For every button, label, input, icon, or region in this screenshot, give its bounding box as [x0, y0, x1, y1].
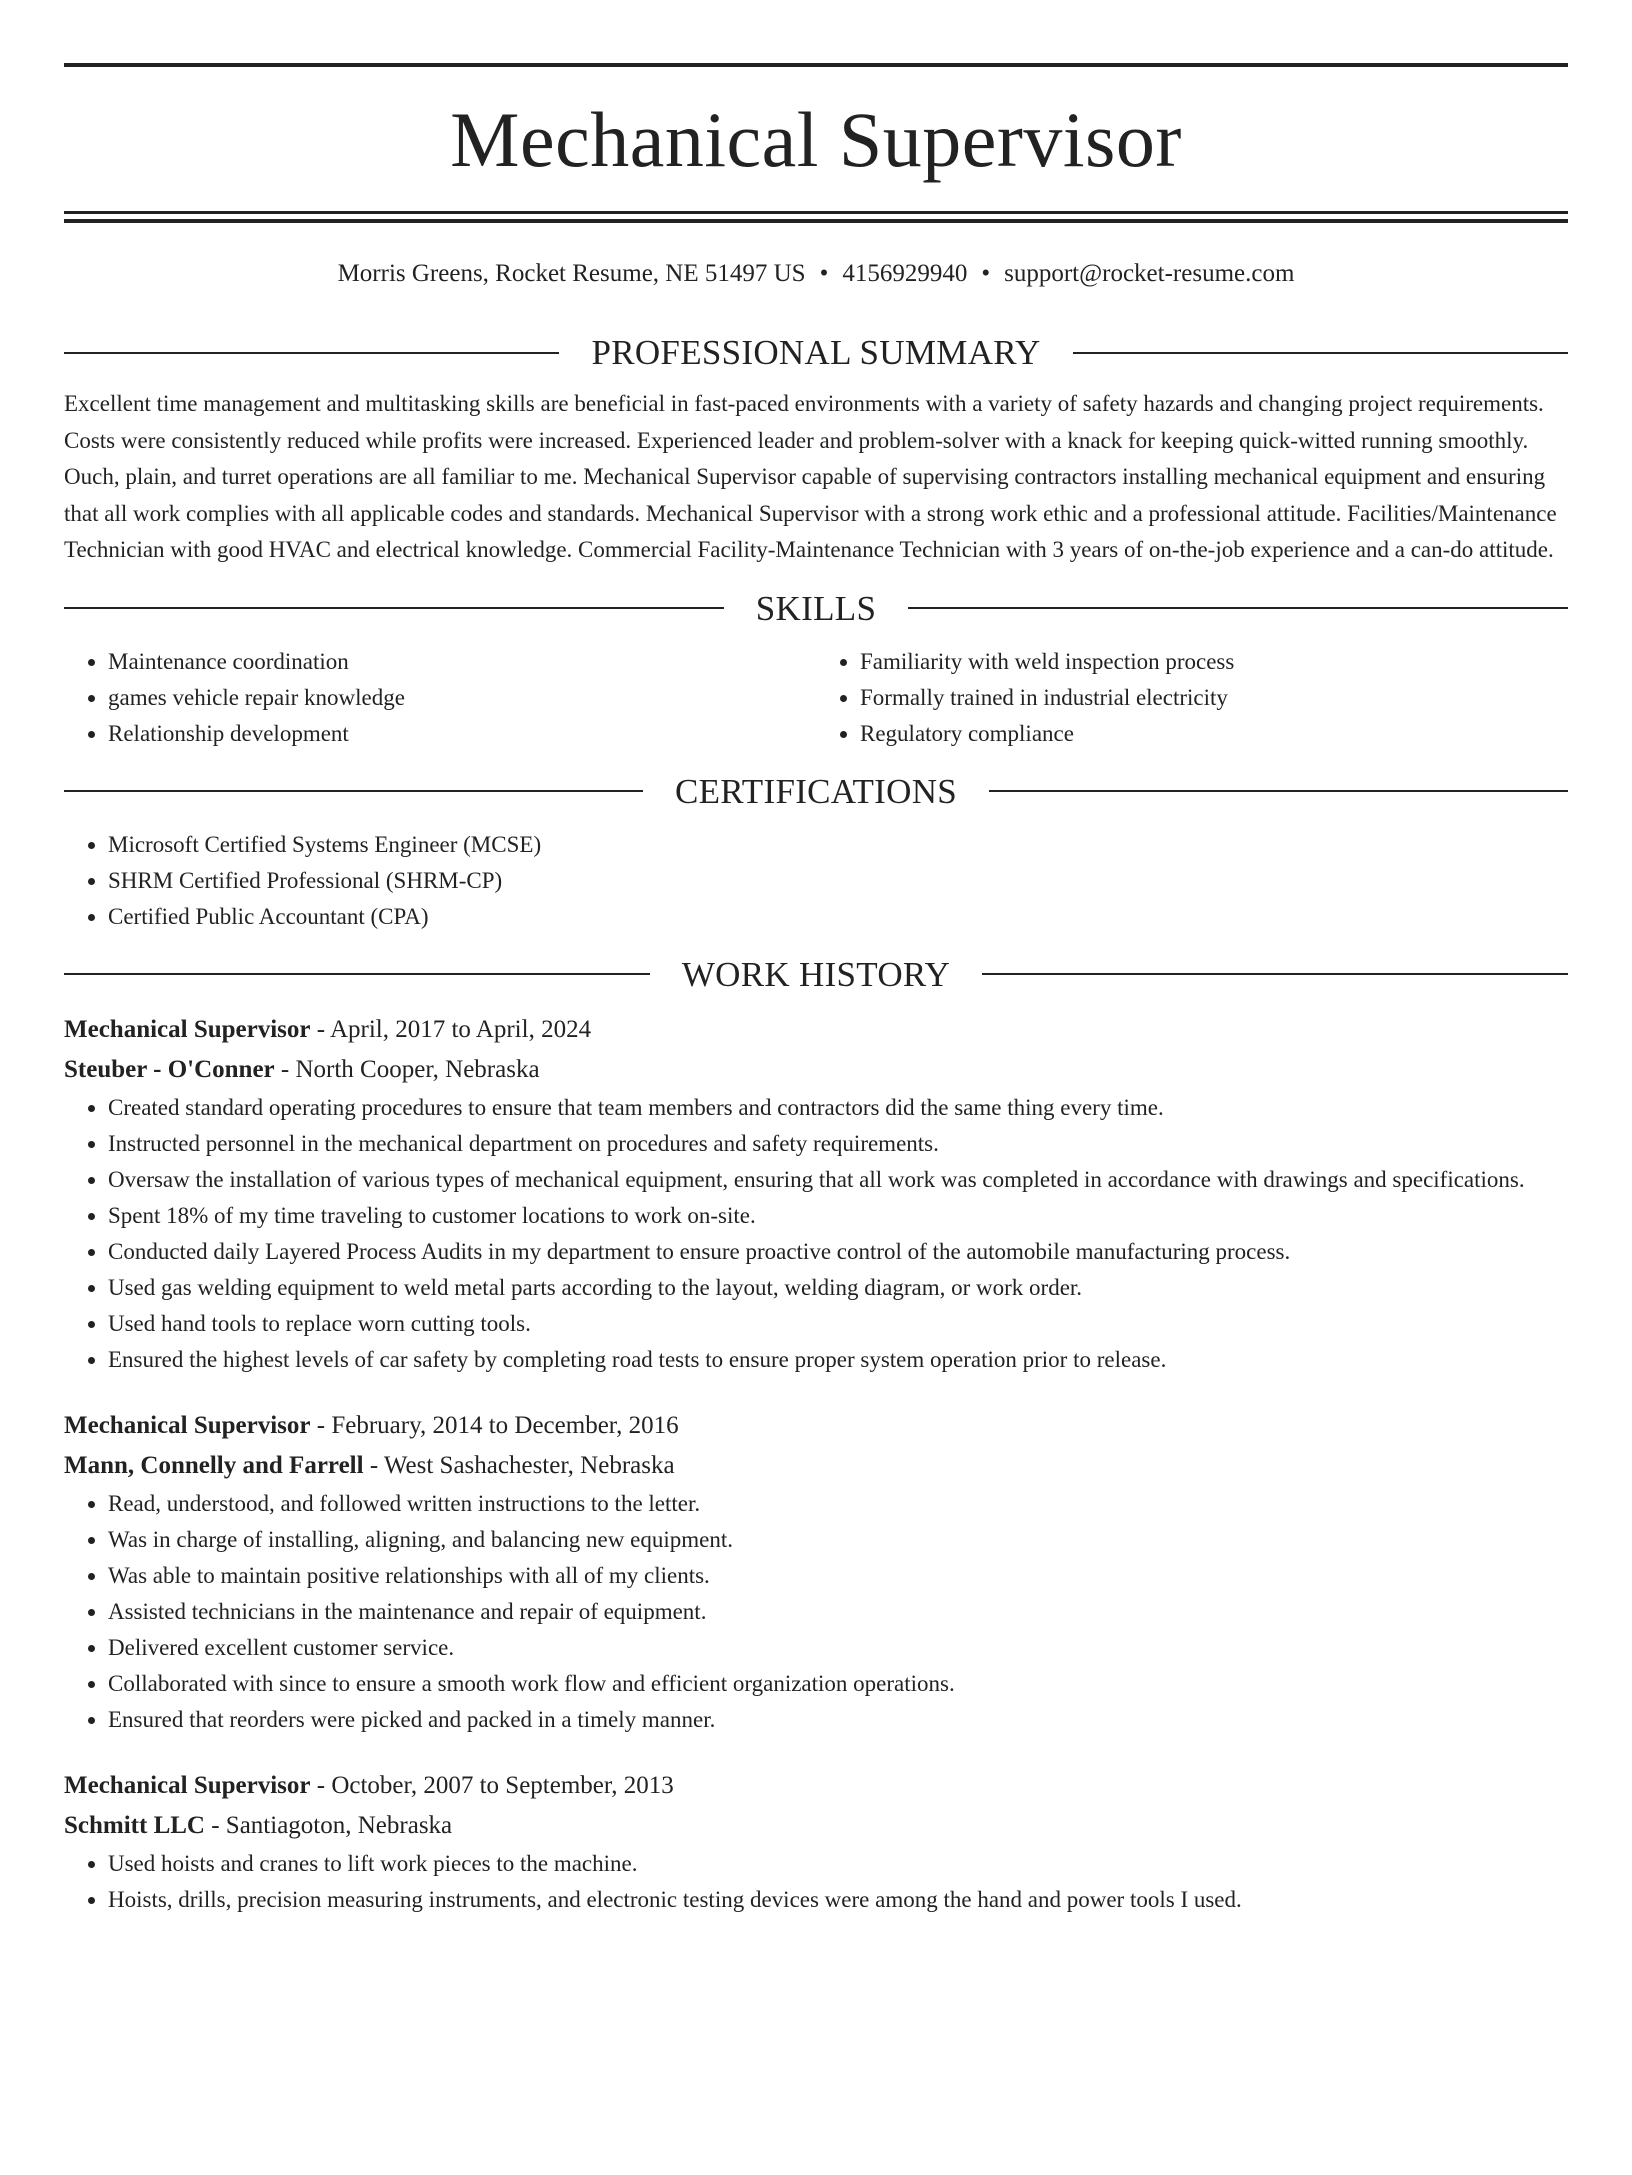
heading-rule-right [908, 607, 1568, 609]
certifications-list [64, 827, 1568, 935]
skills-title: SKILLS [755, 588, 877, 628]
job-bullet: • Was in charge of installing, aligning, and balancing new equipment. [108, 1522, 1568, 1558]
certification-item: • SHRM Certified Professional (SHRM-CP) [108, 863, 1568, 899]
summary-section-heading [64, 335, 1568, 370]
job-bullet: • Read, understood, and followed written instructions to the letter. [108, 1486, 1568, 1522]
job-bullet: • Conducted daily Layered Process Audits in my department to ensure proactive control of the automobile manufacturing process. [108, 1234, 1568, 1270]
skills-list-right [816, 644, 1568, 752]
contact-separator: • [981, 260, 991, 287]
certifications-section-heading [64, 771, 1568, 811]
heading-rule-left [64, 352, 559, 354]
job-bullet: • Hoists, drills, precision measuring instruments, and electronic testing devices were among the hand and power tools I used. [108, 1882, 1568, 1918]
job-role: Mechanical Supervisor [64, 1771, 311, 1799]
job-company-line [64, 1050, 1568, 1090]
job-location: - West Sashachester, Nebraska [363, 1451, 675, 1479]
job-company: Schmitt LLC [64, 1811, 205, 1839]
heading-rule-left [64, 607, 724, 609]
summary-title: PROFESSIONAL SUMMARY [591, 333, 1041, 372]
job-entry [64, 1010, 1568, 1378]
job-bullet: • Spent 18% of my time traveling to customer locations to work on-site. [108, 1198, 1568, 1234]
job-location: - Santiagoton, Nebraska [204, 1811, 453, 1839]
job-bullet: • Used hoists and cranes to lift work pieces to the machine. [108, 1846, 1568, 1882]
contact-address: Morris Greens, Rocket Resume, NE 51497 US [337, 260, 806, 287]
heading-rule-right [989, 790, 1568, 792]
job-entry [64, 1406, 1568, 1738]
contact-line [64, 259, 1568, 289]
skill-item: • Relationship development [108, 716, 816, 752]
certification-item: • Microsoft Certified Systems Engineer (MCSE) [108, 827, 1568, 863]
certification-item: • Certified Public Accountant (CPA) [108, 899, 1568, 935]
job-bullets [64, 1486, 1568, 1738]
heading-rule-right [982, 973, 1568, 975]
job-bullet: • Collaborated with since to ensure a smooth work flow and efficient organization operations. [108, 1666, 1568, 1702]
job-dates: - April, 2017 to April, 2024 [310, 1015, 592, 1043]
work-section-heading [64, 954, 1568, 994]
job-bullet: • Oversaw the installation of various types of mechanical equipment, ensuring that all work was completed in accordance with drawings and specifications. [108, 1162, 1568, 1198]
skill-item: • Maintenance coordination [108, 644, 816, 680]
job-company: Steuber - O'Conner [64, 1055, 275, 1083]
job-bullet: • Assisted technicians in the maintenance and repair of equipment. [108, 1594, 1568, 1630]
contact-email: support@rocket-resume.com [1004, 260, 1295, 287]
header-top-rule [64, 63, 1568, 67]
contact-separator: • [819, 260, 829, 287]
candidate-name: Mechanical Supervisor [450, 96, 1182, 183]
job-location: - North Cooper, Nebraska [274, 1055, 540, 1083]
job-role: Mechanical Supervisor [64, 1411, 311, 1439]
job-role: Mechanical Supervisor [64, 1015, 311, 1043]
job-dates: - February, 2014 to December, 2016 [310, 1411, 679, 1439]
heading-rule-right [1073, 352, 1568, 354]
job-bullets [64, 1090, 1568, 1378]
job-entry [64, 1766, 1568, 1918]
job-bullet: • Ensured the highest levels of car safety by completing road tests to ensure proper system operation prior to release. [108, 1342, 1568, 1378]
work-title: WORK HISTORY [681, 954, 951, 994]
skill-item: • games vehicle repair knowledge [108, 680, 816, 716]
skill-item: • Regulatory compliance [860, 716, 1568, 752]
resume-page [0, 63, 1632, 2175]
header-double-rule [64, 211, 1568, 223]
job-company-line [64, 1446, 1568, 1486]
skill-item: • Formally trained in industrial electricity [860, 680, 1568, 716]
job-bullet: • Ensured that reorders were picked and packed in a timely manner. [108, 1702, 1568, 1738]
job-company-line [64, 1806, 1568, 1846]
skill-item: • Familiarity with weld inspection process [860, 644, 1568, 680]
job-title-line [64, 1406, 1568, 1446]
heading-rule-left [64, 790, 643, 792]
job-company: Mann, Connelly and Farrell [64, 1451, 364, 1479]
skills-section-heading [64, 588, 1568, 628]
contact-phone: 4156929940 [842, 260, 968, 287]
job-bullet: • Instructed personnel in the mechanical department on procedures and safety requirements. [108, 1126, 1568, 1162]
skills-grid [64, 644, 1568, 752]
job-title-line [64, 1766, 1568, 1806]
job-bullet: • Used gas welding equipment to weld metal parts according to the layout, welding diagram, or work order. [108, 1270, 1568, 1306]
job-dates: - October, 2007 to September, 2013 [310, 1771, 674, 1799]
job-bullet: • Was able to maintain positive relationships with all of my clients. [108, 1558, 1568, 1594]
skills-list-left [64, 644, 816, 752]
job-bullet: • Created standard operating procedures to ensure that team members and contractors did the same thing every time. [108, 1090, 1568, 1126]
job-bullet: • Used hand tools to replace worn cutting tools. [108, 1306, 1568, 1342]
job-title-line [64, 1010, 1568, 1050]
job-bullets [64, 1846, 1568, 1918]
job-bullet: • Delivered excellent customer service. [108, 1630, 1568, 1666]
certifications-title: CERTIFICATIONS [674, 771, 958, 811]
summary-text: Excellent time management and multitasking skills are beneficial in fast-paced environments with a variety of safety hazards and changing project requirements. Costs were consistently reduced while profits were increased. Experienced leader and problem-solver with a knack for keeping quick-witted running smoothly. Ouch, plain, and turret operations are all familiar to me. Mechanical Supervisor capable of supervising contractors installing mechanical equipment and ensuring that all work complies with all applicable codes and standards. Mechanical Supervisor with a strong work ethic and a professional attitude. Facilities/Maintenance Technician with good HVAC and electrical knowledge. Commercial Facility-Maintenance Technician with 3 years of on-the-job experience and a can-do attitude. [64, 391, 1557, 562]
heading-rule-left [64, 973, 650, 975]
